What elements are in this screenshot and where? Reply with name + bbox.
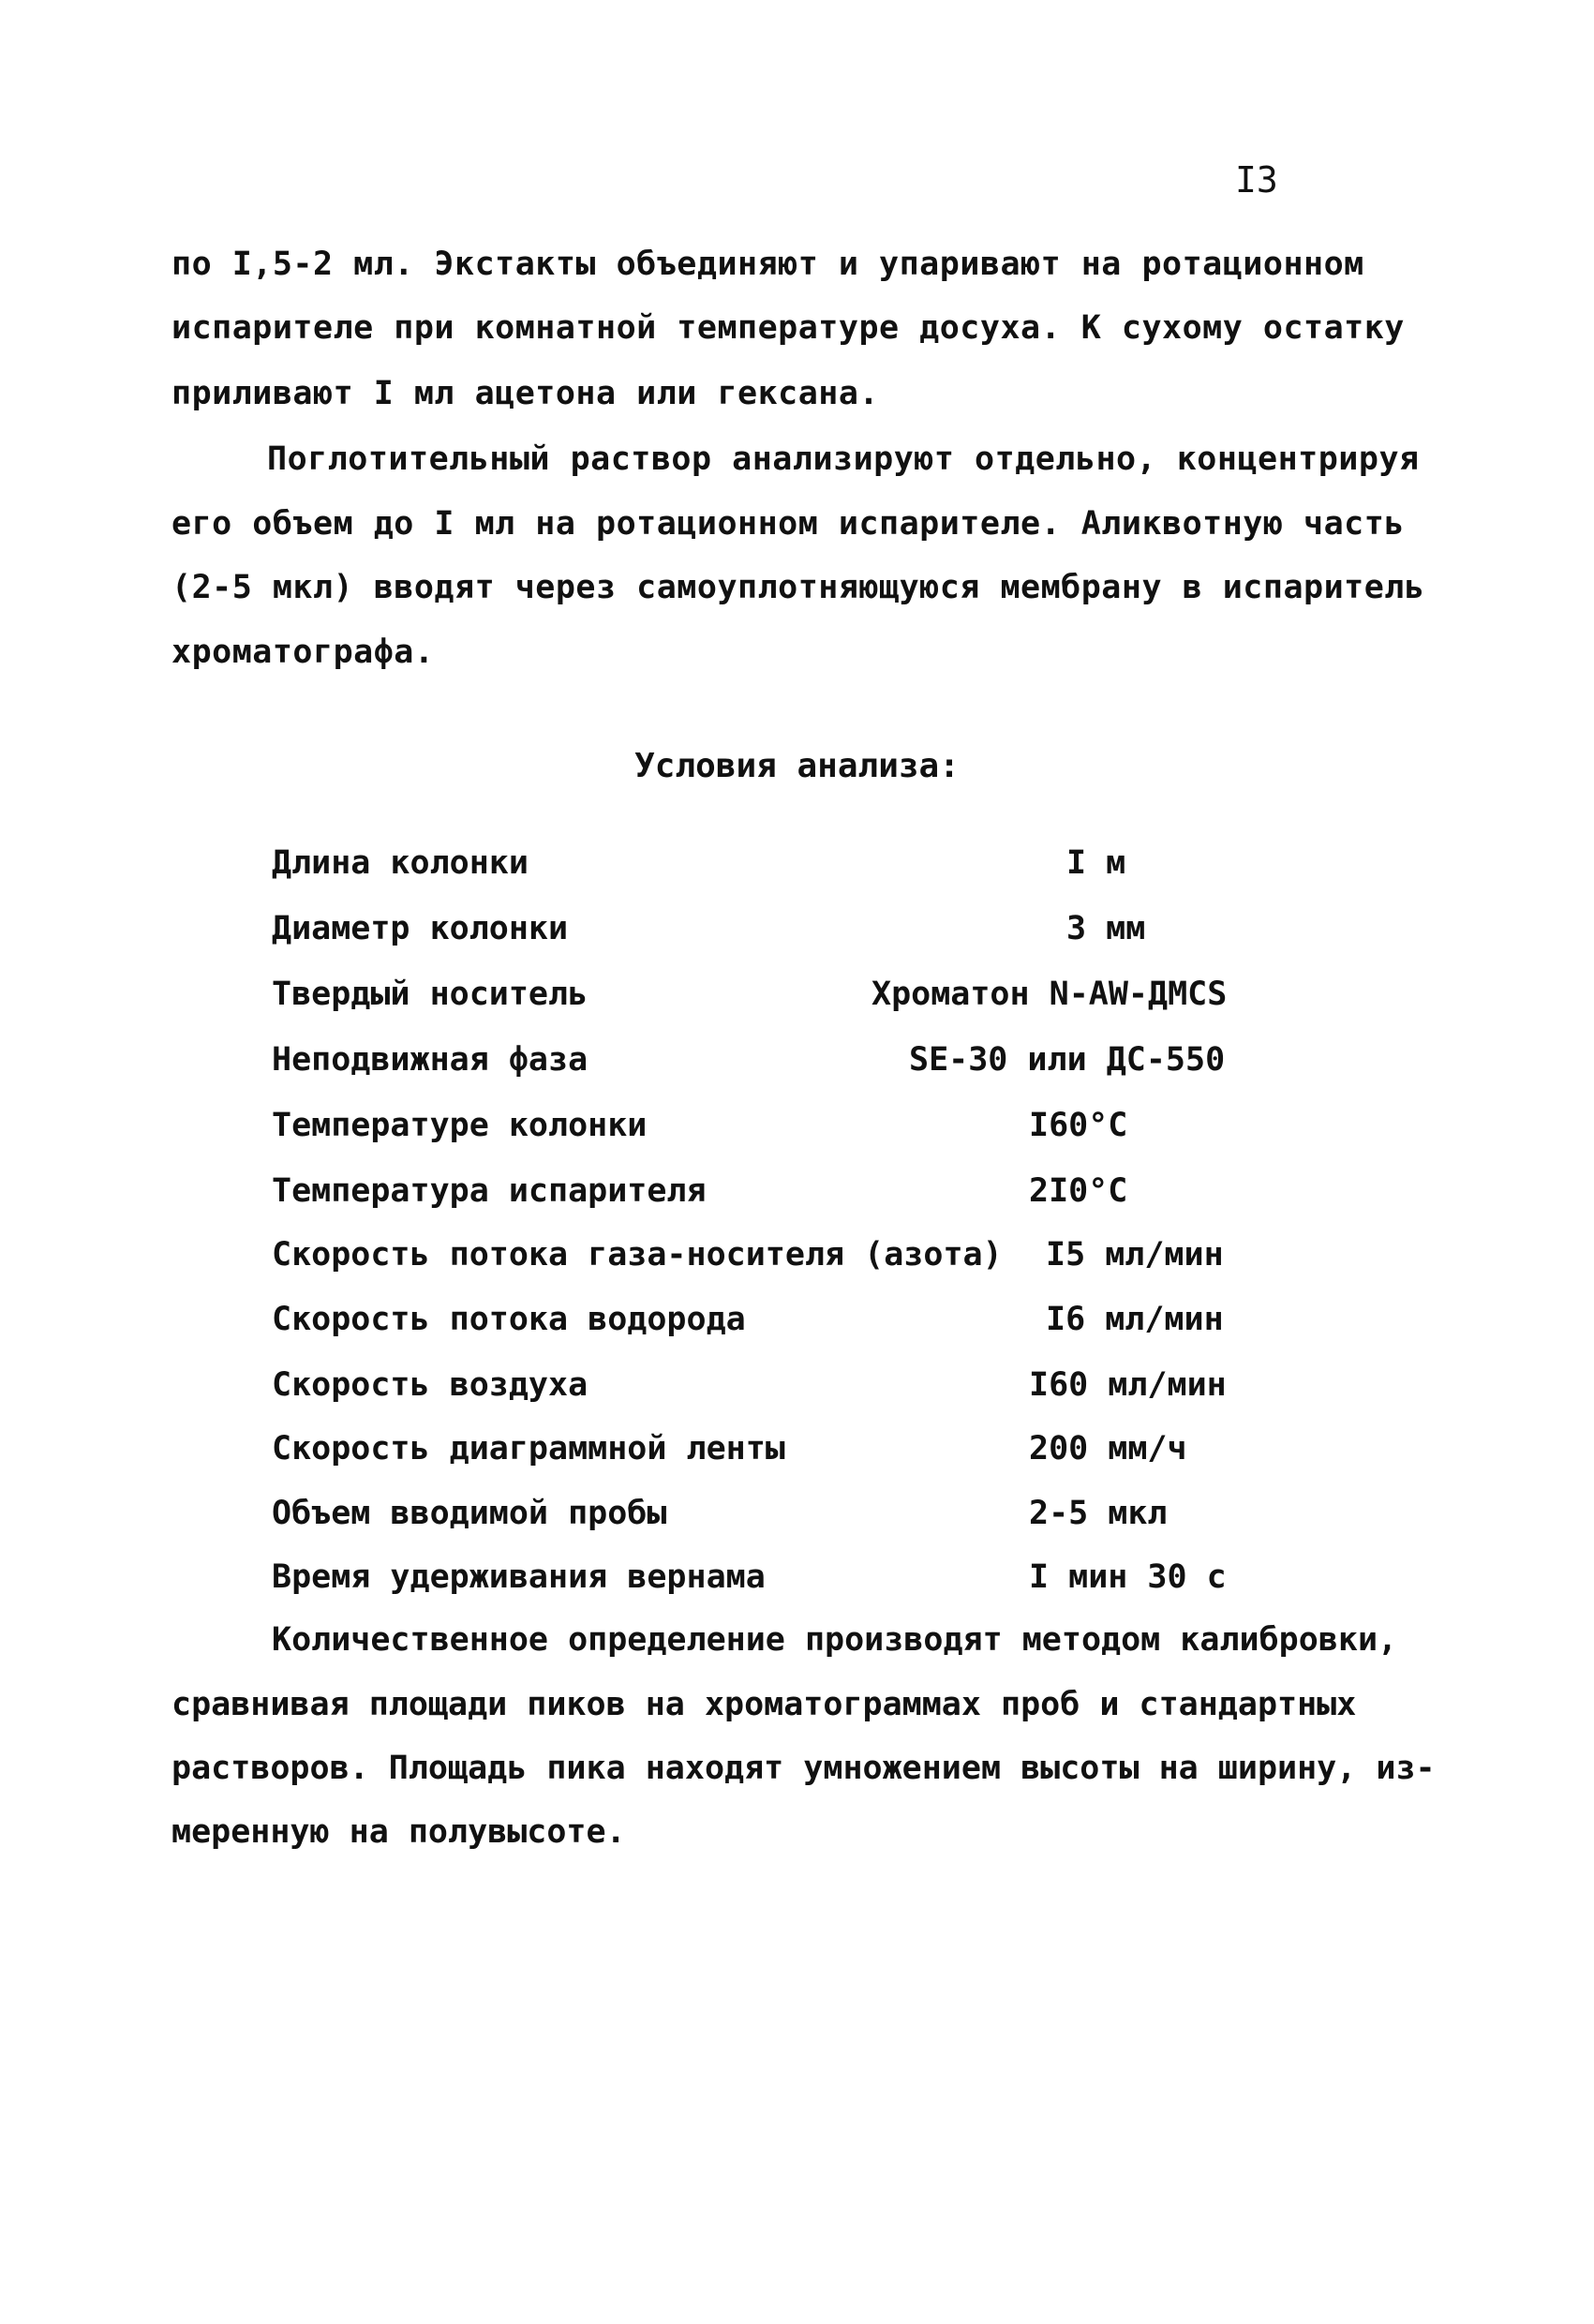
absorb-line-1: Поглотительный раствор анализируют отдельно, концентрируя [267,440,1420,478]
intro-line-2: испарителе при комнатной температуре досуха. К сухому остатку [171,309,1405,347]
condition-label: Скорость потока водорода [272,1301,746,1338]
condition-label: Диаметр колонки [272,910,569,947]
condition-value: 3 мм [1066,910,1146,947]
page-number: I3 [1235,159,1278,201]
condition-value: 2-5 мкл [1029,1495,1168,1532]
condition-row [272,1036,1265,1083]
condition-value: I мин 30 с [1029,1558,1227,1596]
condition-value: I5 мл/мин [1046,1236,1224,1274]
condition-row [272,1362,1265,1408]
condition-row [272,1554,1265,1601]
intro-line-3: приливают I мл ацетона или гексана. [171,375,880,412]
final-line-1: Количественное определение производят методом калибровки, [272,1621,1398,1659]
condition-label: Скорость диаграммной ленты [272,1430,785,1467]
condition-row [272,1425,1265,1472]
condition-row [272,840,1265,886]
condition-value: 2I0°C [1029,1172,1128,1210]
condition-label: Неподвижная фаза [272,1041,588,1079]
condition-label: Скорость воздуха [272,1366,588,1404]
condition-value: Хроматон N-AW-ДМСS [871,976,1228,1013]
condition-label: Длина колонки [272,844,529,882]
condition-label: Твердый носитель [272,976,588,1013]
final-line-3: растворов. Площадь пика находят умножением высоты на ширину, из- [171,1750,1436,1787]
condition-label: Температура испарителя [272,1172,707,1210]
absorb-line-3: (2-5 мкл) вводят через самоуплотняющуюся мембрану в испаритель [171,569,1425,606]
condition-row [272,1102,1265,1149]
condition-row [272,905,1265,952]
condition-row [272,1168,1265,1214]
condition-label: Время удерживания вернама [272,1558,766,1596]
condition-label: Температуре колонки [272,1107,648,1144]
condition-value: SE-30 или ДС-550 [909,1041,1226,1079]
absorb-line-2: его объем до I мл на ротационном испарителе. Аликвотную часть [171,505,1405,543]
condition-row [272,1296,1265,1343]
condition-value: I6 мл/мин [1046,1301,1224,1338]
conditions-heading: Условия анализа: [634,747,960,785]
condition-value: 200 мм/ч [1029,1430,1187,1467]
condition-label: Объем вводимой пробы [272,1495,667,1532]
condition-value: I60°C [1029,1107,1128,1144]
condition-row [272,971,1265,1018]
condition-value: I м [1066,844,1126,882]
final-line-4: меренную на полувысоте. [171,1813,626,1851]
condition-row [272,1231,1265,1278]
condition-label: Скорость потока газа-носителя (азота) [272,1236,1003,1274]
absorb-line-4: хроматографа. [171,633,435,671]
condition-value: I60 мл/мин [1029,1366,1227,1404]
condition-row [272,1490,1265,1537]
final-line-2: сравнивая площади пиков на хроматограммах проб и стандартных [171,1686,1357,1723]
intro-line-1: по I,5-2 мл. Экстакты объединяют и упаривают на ротационном [171,246,1364,283]
